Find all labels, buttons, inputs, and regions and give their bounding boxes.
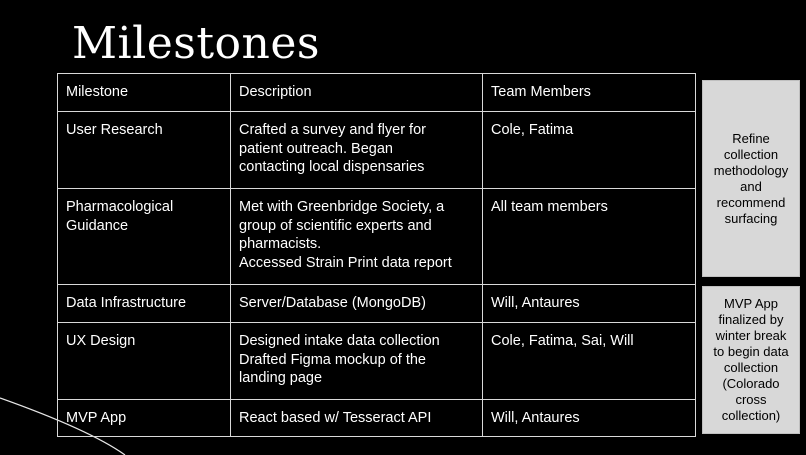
- table-row: [58, 112, 696, 189]
- description-cell: React based w/ Tesseract API: [231, 400, 483, 437]
- team-cell: Will, Antaures: [483, 400, 696, 437]
- note-box-refine-collection: [702, 80, 800, 277]
- description-cell: Crafted a survey and flyer for patient outreach. Began contacting local dispensaries: [231, 112, 483, 189]
- table-row: [58, 400, 696, 437]
- milestone-cell: MVP App: [58, 400, 231, 437]
- milestone-cell: User Research: [58, 112, 231, 189]
- milestone-cell: Pharmacological Guidance: [58, 189, 231, 285]
- note-box-mvp-app: [702, 286, 800, 434]
- milestone-cell: Data Infrastructure: [58, 285, 231, 323]
- team-cell: Cole, Fatima: [483, 112, 696, 189]
- milestone-cell: UX Design: [58, 323, 231, 400]
- team-cell: Cole, Fatima, Sai, Will: [483, 323, 696, 400]
- team-cell: All team members: [483, 189, 696, 285]
- note-text: MVP App finalized by winter break to begin data collection (Colorado cross collection): [713, 296, 789, 423]
- table-row: [58, 189, 696, 285]
- team-cell: Will, Antaures: [483, 285, 696, 323]
- description-cell: Server/Database (MongoDB): [231, 285, 483, 323]
- note-text: Refine collection methodology and recommend surfacing: [713, 130, 789, 226]
- table-row: [58, 285, 696, 323]
- header-team-members: Team Members: [483, 74, 696, 112]
- milestones-table: [57, 73, 696, 437]
- description-cell: Designed intake data collection Drafted Figma mockup of the landing page: [231, 323, 483, 400]
- table-row: [58, 323, 696, 400]
- description-cell: Met with Greenbridge Society, a group of scientific experts and pharmacists. Accessed Strain Print data report: [231, 189, 483, 285]
- header-milestone: Milestone: [58, 74, 231, 112]
- header-description: Description: [231, 74, 483, 112]
- slide-title: Milestones: [72, 18, 320, 69]
- table-header-row: [58, 74, 696, 112]
